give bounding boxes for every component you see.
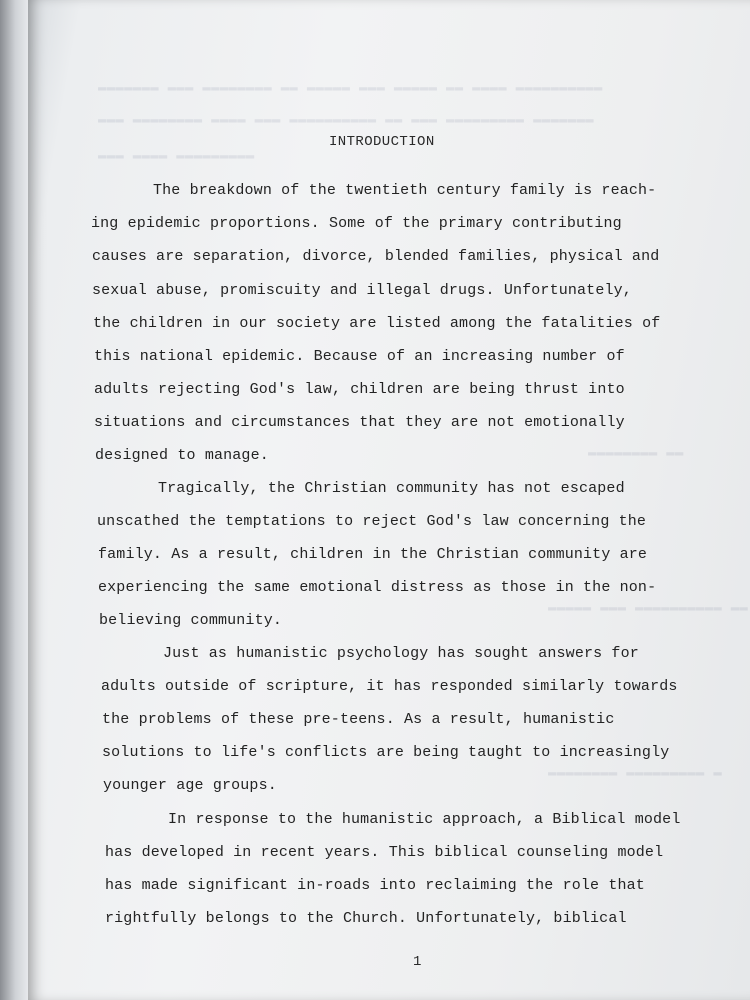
text-line: the children in our society are listed among the fatalities of [93, 315, 661, 332]
page-title: INTRODUCTION [329, 134, 435, 150]
text-line: ing epidemic proportions. Some of the primary contributing [91, 215, 622, 232]
show-through-text: ▬▬▬▬▬▬▬▬ ▬▬▬▬▬▬▬▬▬ ▬ [548, 765, 723, 781]
text-line: solutions to life's conflicts are being taught to increasingly [102, 744, 670, 761]
text-line: has developed in recent years. This biblical counseling model [105, 844, 664, 861]
text-line: has made significant in-roads into reclaiming the role that [105, 877, 645, 894]
text-line: experiencing the same emotional distress as those in the non- [98, 579, 657, 596]
text-line: family. As a result, children in the Christian community are [98, 546, 648, 563]
text-line: In response to the humanistic approach, a Biblical model [168, 811, 681, 828]
adjacent-page-edge [0, 0, 28, 1000]
show-through-text: ▬▬▬ ▬▬▬▬ ▬▬▬▬▬▬▬▬▬ [98, 148, 255, 164]
text-line: situations and circumstances that they are not emotionally [94, 414, 625, 431]
text-line: younger age groups. [103, 777, 277, 794]
show-through-text: ▬▬▬▬▬ ▬▬▬ ▬▬▬▬▬▬▬▬▬▬ ▬▬ [548, 600, 749, 616]
text-line: this national epidemic. Because of an increasing number of [94, 348, 625, 365]
text-line: adults rejecting God's law, children are being thrust into [94, 381, 625, 398]
text-line: adults outside of scripture, it has responded similarly towards [101, 678, 678, 695]
text-line: causes are separation, divorce, blended families, physical and [92, 248, 660, 265]
text-line: Tragically, the Christian community has not escaped [158, 480, 625, 497]
text-line: Just as humanistic psychology has sought answers for [163, 645, 639, 662]
text-line: the problems of these pre-teens. As a result, humanistic [102, 711, 615, 728]
show-through-text: ▬▬▬▬▬▬▬▬ ▬▬ [588, 445, 684, 461]
text-line: believing community. [99, 612, 283, 629]
show-through-text: ▬▬▬ ▬▬▬▬▬▬▬▬ ▬▬▬▬ ▬▬▬ ▬▬▬▬▬▬▬▬▬▬ ▬▬ ▬▬▬ ▬▬▬▬▬▬▬▬▬ ▬▬▬▬▬▬▬ [98, 112, 594, 128]
text-line: rightfully belongs to the Church. Unfortunately, biblical [105, 910, 627, 927]
text-line: sexual abuse, promiscuity and illegal drugs. Unfortunately, [92, 282, 632, 299]
text-line: The breakdown of the twentieth century family is reach- [153, 182, 657, 199]
text-line: designed to manage. [95, 447, 269, 464]
show-through-text: ▬▬▬▬▬▬▬ ▬▬▬ ▬▬▬▬▬▬▬▬ ▬▬ ▬▬▬▬▬ ▬▬▬ ▬▬▬▬▬ ▬▬ ▬▬▬▬ ▬▬▬▬▬▬▬▬▬▬ [98, 80, 603, 96]
page-number: 1 [413, 954, 422, 970]
document-page [28, 0, 750, 1000]
text-line: unscathed the temptations to reject God's law concerning the [97, 513, 647, 530]
